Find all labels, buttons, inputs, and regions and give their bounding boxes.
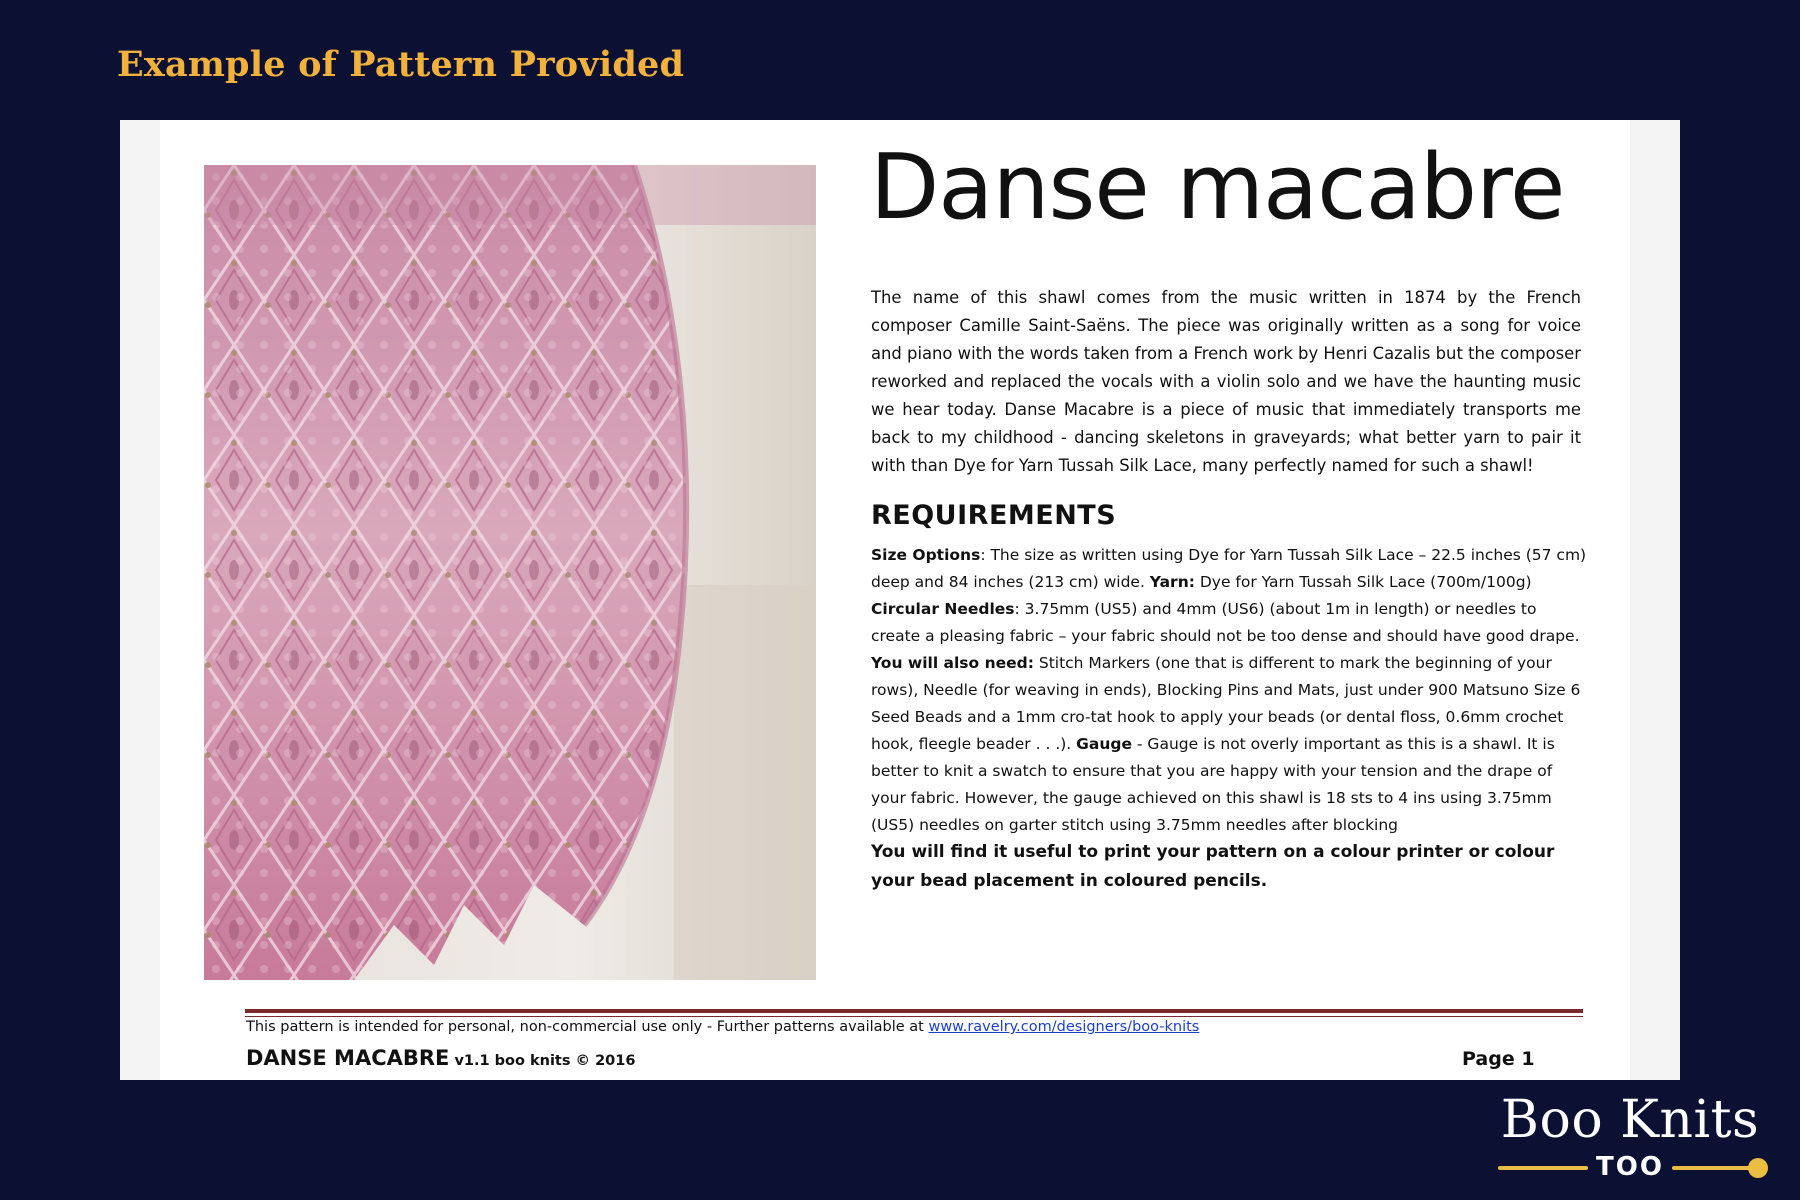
logo-yarn-line-right xyxy=(1672,1166,1752,1170)
footer-brand xyxy=(246,1046,635,1070)
page-number: Page 1 xyxy=(1462,1048,1535,1070)
yarn-label: Yarn: xyxy=(1149,573,1195,591)
requirements-heading: REQUIREMENTS xyxy=(871,500,1117,531)
also-need-text: Stitch Markers (one that is different to mark the beginning of your rows), Needle (for weaving in ends), Blocking Pins and Mats, just under 900 Matsuno Size 6 Seed Beads and a 1mm cro-tat hook to apply your beads (or dental floss, 0.6mm crochet hook, fleegle beader . . .). xyxy=(871,654,1581,753)
shawl-photo xyxy=(204,165,816,980)
footer-note xyxy=(246,1019,1199,1035)
banner-title: Example of Pattern Provided xyxy=(117,44,685,85)
gauge-text: - Gauge is not overly important as this is a shawl. It is better to knit a swatch to ensure that you are happy with your tension and the drape of your fabric. However, the gauge achieved on this shawl is 18 sts to 4 ins using 3.75mm (US5) needles on garter stitch using 3.75mm needles after blocking xyxy=(871,735,1555,834)
footer-rule-thin xyxy=(245,1016,1583,1017)
circular-needles-text: : 3.75mm (US5) and 4mm (US6) (about 1m in length) or needles to create a pleasing fabric – your fabric should not be too dense and should have good drape. xyxy=(871,600,1580,645)
logo-name: Boo Knits xyxy=(1500,1090,1760,1150)
gauge-label: Gauge xyxy=(1076,735,1132,753)
logo-yarn-line-left xyxy=(1498,1166,1588,1170)
ravelry-link[interactable]: www.ravelry.com/designers/boo-knits xyxy=(928,1019,1200,1035)
footer-version: v1.1 boo knits © 2016 xyxy=(449,1053,636,1069)
yarn-ball-icon xyxy=(1748,1158,1768,1178)
requirements-text xyxy=(871,542,1589,839)
boo-knits-too-logo xyxy=(1480,1090,1780,1190)
size-options-label: Size Options xyxy=(871,546,981,564)
footer-note-text: This pattern is intended for personal, non-commercial use only - Further patterns available at xyxy=(246,1019,929,1035)
yarn-text: Dye for Yarn Tussah Silk Lace (700m/100g) xyxy=(1194,573,1532,591)
pattern-title: Danse macabre xyxy=(870,135,1565,240)
pattern-intro: The name of this shawl comes from the music written in 1874 by the French composer Camille Saint-Saëns. The piece was originally written as a song for voice and piano with the words taken from a French work by Henri Cazalis but the composer reworked and replaced the vocals with a violin solo and we have the haunting music we hear today. Danse Macabre is a piece of music that immediately transports me back to my childhood - dancing skeletons in graveyards; what better yarn to pair it with than Dye for Yarn Tussah Silk Lace, many perfectly named for such a shawl! xyxy=(871,288,1581,475)
logo-sub: TOO xyxy=(1596,1152,1664,1182)
circular-needles-label: Circular Needles xyxy=(871,600,1015,618)
print-note: You will find it useful to print your pattern on a colour printer or colour your bead placement in coloured pencils. xyxy=(871,842,1555,891)
also-need-label: You will also need: xyxy=(871,654,1034,672)
footer-pattern-name: DANSE MACABRE xyxy=(246,1046,450,1070)
size-options-text: : The size as written using Dye for Yarn Tussah Silk Lace – 22.5 inches (57 cm) deep and 84 inches (213 cm) wide. xyxy=(871,546,1587,591)
footer-rule xyxy=(245,1009,1583,1013)
